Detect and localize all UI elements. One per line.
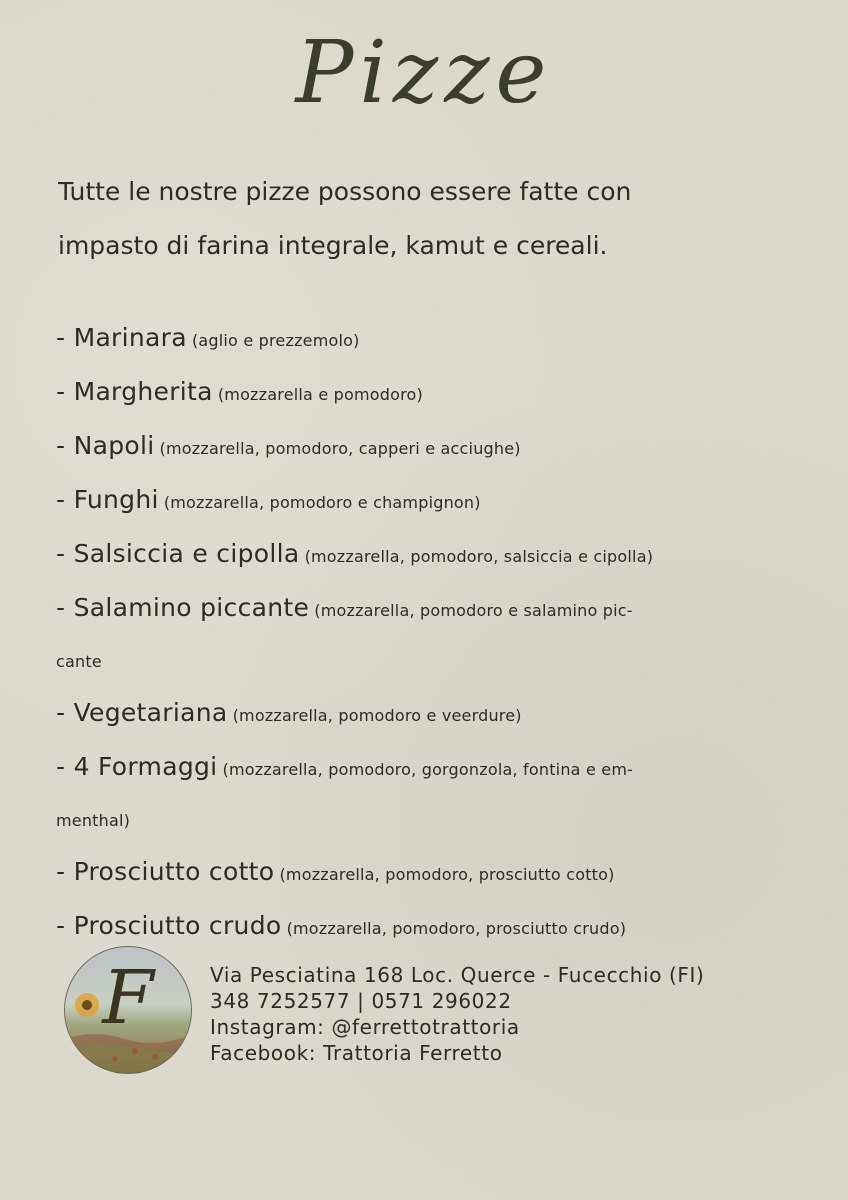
list-item — [56, 846, 796, 900]
pizza-name: - Prosciutto crudo — [56, 911, 282, 940]
trattoria-logo — [64, 946, 192, 1074]
pizza-name: - Prosciutto cotto — [56, 857, 275, 886]
pizza-name: - Marinara — [56, 323, 187, 352]
pizza-ingredients: (mozzarella, pomodoro, salsiccia e cipolla) — [304, 547, 654, 566]
pizza-ingredients: (mozzarella, pomodoro e champignon) — [163, 493, 481, 512]
list-item — [56, 312, 796, 366]
pizza-ingredients: (mozzarella e pomodoro) — [217, 385, 423, 404]
facebook-page: Facebook: Trattoria Ferretto — [210, 1041, 503, 1065]
list-item — [56, 528, 796, 582]
pizza-ingredients: (mozzarella, pomodoro, prosciutto cotto) — [279, 865, 615, 884]
logo-monogram: F — [102, 955, 154, 1041]
pizza-ingredients-continued: cante — [56, 652, 102, 671]
pizza-ingredients: (mozzarella, pomodoro e salamino pic- — [314, 601, 633, 620]
pizza-name: - Napoli — [56, 431, 155, 460]
list-item — [56, 741, 796, 795]
pizza-name: - Vegetariana — [56, 698, 228, 727]
pizza-ingredients: (aglio e prezzemolo) — [191, 331, 360, 350]
pizza-ingredients: (mozzarella, pomodoro, capperi e acciughe) — [159, 439, 521, 458]
address-text: Via Pesciatina 168 Loc. Querce - Fucecchio (FI) — [210, 963, 705, 987]
pizza-name: - Salsiccia e cipolla — [56, 539, 300, 568]
pizza-ingredients: (mozzarella, pomodoro, gorgonzola, fontina e em- — [222, 760, 634, 779]
contact-footer — [64, 946, 804, 1076]
instagram-handle: Instagram: @ferrettotrattoria — [210, 1015, 520, 1039]
intro-text — [58, 165, 778, 273]
list-item — [56, 474, 796, 528]
list-item — [56, 420, 796, 474]
list-item-continuation — [56, 636, 796, 687]
pizza-name: - Salamino piccante — [56, 593, 310, 622]
intro-line-2: impasto di farina integrale, kamut e cereali. — [58, 231, 608, 260]
page-title: Pizze — [295, 23, 553, 123]
contact-info — [210, 962, 810, 1066]
list-item — [56, 582, 796, 636]
pizza-name: - 4 Formaggi — [56, 752, 218, 781]
phone-numbers: 348 7252577 | 0571 296022 — [210, 989, 512, 1013]
pizza-ingredients: (mozzarella, pomodoro e veerdure) — [232, 706, 522, 725]
pizza-ingredients: (mozzarella, pomodoro, prosciutto crudo) — [286, 919, 627, 938]
list-item-continuation — [56, 795, 796, 846]
list-item — [56, 687, 796, 741]
intro-line-1: Tutte le nostre pizze possono essere fatte con — [58, 177, 632, 206]
pizza-name: - Margherita — [56, 377, 213, 406]
list-item — [56, 366, 796, 420]
pizza-ingredients-continued: menthal) — [56, 811, 131, 830]
pizza-list — [56, 312, 796, 954]
pizza-name: - Funghi — [56, 485, 159, 514]
